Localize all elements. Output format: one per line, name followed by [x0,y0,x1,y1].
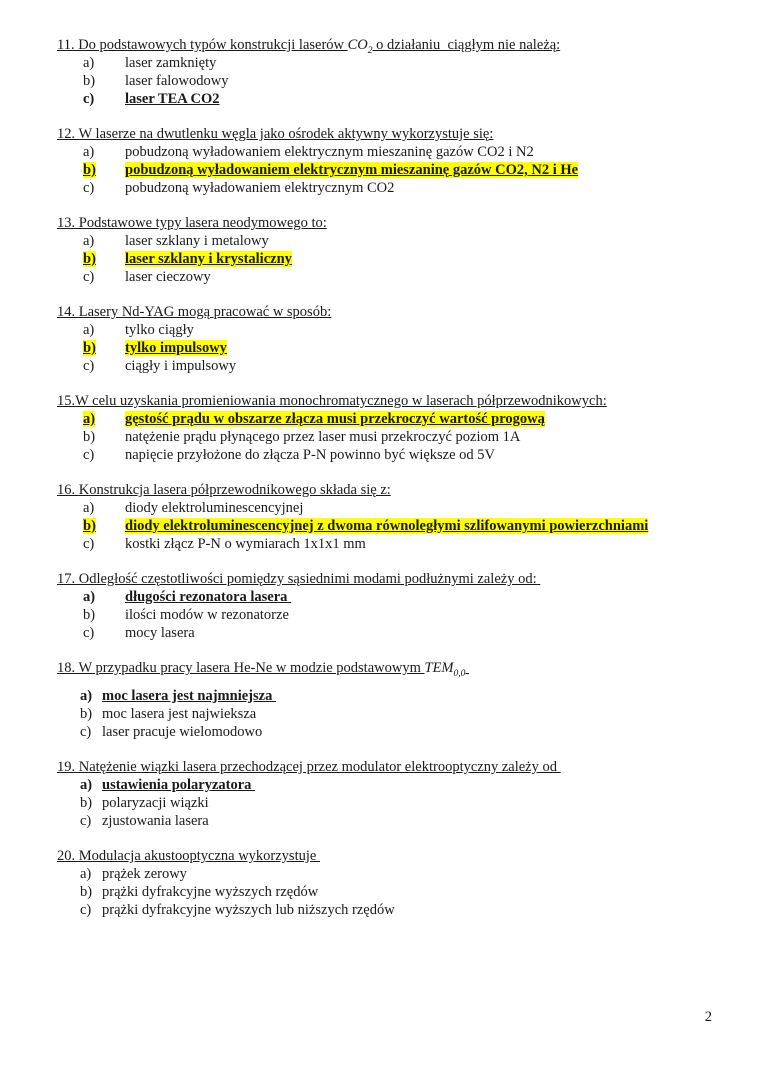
question-options [57,588,724,642]
answer-option [57,410,724,428]
answer-option [57,687,724,705]
option-letter-text: c) [83,625,95,641]
question-block [57,125,724,197]
question-header-text: 19. Natężenie wiązki lasera przechodzącej przez modulator elektrooptyczny zależy od [57,759,561,775]
question-options [57,865,724,919]
question-header [57,36,724,54]
option-text-wrap [102,705,724,723]
question-options [57,499,724,553]
page-number: 2 [704,1009,712,1025]
option-letter-text: a) [83,144,95,160]
option-text: diody elektroluminescencyjnej z dwoma równoległymi szlifowanymi powierzchniami [125,518,649,534]
answer-option [57,812,724,830]
option-text-wrap [125,72,724,90]
answer-option [57,446,724,464]
question-block [57,659,724,741]
answer-option [57,901,724,919]
question-header-text: 12. W laserze na dwutlenku węgla jako ośrodek aktywny wykorzystuje się: [57,126,494,142]
question-block [57,758,724,830]
option-text-wrap [125,624,724,642]
option-text: natężenie prądu płynącego przez laser musi przekroczyć poziom 1A [125,429,521,445]
option-text-wrap [102,812,724,830]
answer-option [57,54,724,72]
option-letter-text: b) [83,340,96,356]
question-options [57,410,724,464]
option-text: prążek zerowy [102,866,187,882]
option-letter-text: c) [83,536,95,552]
option-letter-text: c) [80,902,92,918]
option-letter [83,232,125,250]
option-text-wrap [102,687,724,705]
option-letter [83,339,125,357]
option-text: tylko ciągły [125,322,194,338]
answer-option [57,883,724,901]
inline-formula [347,37,373,56]
answer-option [57,535,724,553]
option-letter-text: c) [80,724,92,740]
option-text-wrap [125,588,724,606]
option-text: prążki dyfrakcyjne wyższych lub niższych rzędów [102,902,395,918]
answer-option [57,321,724,339]
option-letter-text: b) [83,607,96,623]
option-letter-text: b) [80,706,93,722]
option-text-wrap [102,776,724,794]
option-text-wrap [125,321,724,339]
question-header-text: o działaniu ciągłym nie należą: [372,37,561,53]
option-letter [83,54,125,72]
option-text-wrap [125,410,724,428]
option-letter [80,687,102,705]
option-letter [80,812,102,830]
question-header-text: 16. Konstrukcja lasera półprzewodnikowego składa się z: [57,482,391,498]
option-letter [83,624,125,642]
option-letter-text: a) [83,500,95,516]
question-header [57,570,724,588]
option-letter [80,776,102,794]
option-letter-text: c) [83,180,95,196]
option-text: laser falowodowy [125,73,229,89]
option-letter-text: b) [83,73,96,89]
option-text: pobudzoną wyładowaniem elektrycznym CO2 [125,180,395,196]
option-letter-text: a) [80,688,93,704]
formula-subscript: 0,0 [453,668,466,679]
option-text-wrap [125,428,724,446]
option-letter-text: a) [83,322,95,338]
option-letter-text: c) [80,813,92,829]
option-letter [83,606,125,624]
option-letter [83,143,125,161]
question-header-text [465,660,469,676]
answer-option [57,517,724,535]
question-header [57,392,724,410]
question-header [57,125,724,143]
option-text: laser szklany i metalowy [125,233,269,249]
option-letter [83,535,125,553]
answer-option [57,161,724,179]
option-text-wrap [102,901,724,919]
option-letter [80,901,102,919]
answer-option [57,499,724,517]
option-letter-text: a) [83,589,96,605]
option-text: ciągły i impulsowy [125,358,237,374]
option-letter-text: b) [83,251,96,267]
question-options [57,687,724,741]
option-text-wrap [125,90,724,108]
option-text-wrap [125,179,724,197]
option-text: zjustowania lasera [102,813,209,829]
option-text: moc lasera jest najmniejsza [102,688,276,704]
option-text: gęstość prądu w obszarze złącza musi przekroczyć wartość progową [125,411,545,427]
option-text-wrap [125,268,724,286]
option-letter-text: b) [83,162,96,178]
option-text: laser szklany i krystaliczny [125,251,292,267]
answer-option [57,723,724,741]
option-letter [80,883,102,901]
option-text: polaryzacji wiązki [102,795,209,811]
option-text: ustawienia polaryzatora [102,777,256,793]
option-letter-text: b) [80,795,93,811]
option-letter [83,499,125,517]
formula-subscript: 2 [367,45,373,56]
option-text: pobudzoną wyładowaniem elektrycznym mieszaninę gazów CO2, N2 i He [125,162,579,178]
answer-option [57,90,724,108]
answer-option [57,624,724,642]
answer-option [57,143,724,161]
answer-option [57,232,724,250]
question-header [57,758,724,776]
answer-option [57,428,724,446]
option-text: laser TEA CO2 [125,91,220,107]
answer-option [57,72,724,90]
option-text: napięcie przyłożone do złącza P-N powinno być większe od 5V [125,447,496,463]
option-letter [83,588,125,606]
option-letter-text: c) [83,358,95,374]
question-options [57,143,724,197]
question-header-text: 13. Podstawowe typy lasera neodymowego to: [57,215,327,231]
option-text: ilości modów w rezonatorze [125,607,289,623]
question-options [57,54,724,108]
option-text-wrap [125,499,724,517]
option-text: kostki złącz P-N o wymiarach 1x1x1 mm [125,536,366,552]
option-letter-text: a) [83,233,95,249]
option-letter-text: b) [80,884,93,900]
option-letter [83,72,125,90]
option-letter-text: a) [83,411,96,427]
option-text-wrap [125,232,724,250]
answer-option [57,250,724,268]
option-text: długości rezonatora lasera [125,589,292,605]
question-block [57,214,724,286]
question-block [57,36,724,108]
question-options [57,321,724,375]
option-letter [83,90,125,108]
quiz-question-list [57,36,724,936]
option-text-wrap [102,723,724,741]
option-text-wrap [125,535,724,553]
option-letter-text: c) [83,91,95,107]
answer-option [57,794,724,812]
option-letter [83,410,125,428]
option-letter [80,723,102,741]
option-letter-text: c) [83,447,95,463]
option-letter-text: c) [83,269,95,285]
option-text-wrap [102,883,724,901]
option-letter [83,321,125,339]
question-header-text: 20. Modulacja akustooptyczna wykorzystuje [57,848,320,864]
question-header-text: 11. Do podstawowych typów konstrukcji laserów [57,37,348,53]
option-text-wrap [125,606,724,624]
option-text-wrap [102,865,724,883]
option-letter [83,428,125,446]
question-options [57,232,724,286]
question-block [57,847,724,919]
option-text-wrap [125,339,724,357]
question-header-text: 15.W celu uzyskania promieniowania monochromatycznego w laserach półprzewodnikowych: [57,393,607,409]
option-letter-text: b) [83,518,96,534]
answer-option [57,705,724,723]
option-letter [83,179,125,197]
option-letter [83,357,125,375]
answer-option [57,776,724,794]
answer-option [57,179,724,197]
answer-option [57,357,724,375]
option-letter-text: b) [83,429,96,445]
answer-option [57,606,724,624]
option-letter [83,446,125,464]
option-text-wrap [125,143,724,161]
option-text-wrap [125,517,724,535]
option-letter [83,250,125,268]
option-letter [80,705,102,723]
option-text: prążki dyfrakcyjne wyższych rzędów [102,884,319,900]
option-letter [80,794,102,812]
question-header-text: 14. Lasery Nd-YAG mogą pracować w sposób: [57,304,332,320]
inline-formula [424,660,466,679]
option-letter [83,268,125,286]
option-text-wrap [102,794,724,812]
option-letter [83,517,125,535]
option-text: pobudzoną wyładowaniem elektrycznym mieszaninę gazów CO2 i N2 [125,144,534,160]
option-text: laser zamknięty [125,55,217,71]
answer-option [57,339,724,357]
question-header-text: 17. Odległość częstotliwości pomiędzy sąsiednimi modami podłużnymi zależy od: [57,571,541,587]
option-text: mocy lasera [125,625,195,641]
question-header [57,481,724,499]
question-block [57,392,724,464]
question-header [57,303,724,321]
question-block [57,570,724,642]
answer-option [57,865,724,883]
option-text-wrap [125,357,724,375]
question-options [57,776,724,830]
option-letter [83,161,125,179]
question-block [57,481,724,553]
option-text-wrap [125,161,724,179]
option-letter [80,865,102,883]
option-text-wrap [125,446,724,464]
option-text: tylko impulsowy [125,340,227,356]
option-letter-text: a) [83,55,95,71]
formula-base: CO [347,37,368,53]
option-letter-text: a) [80,777,93,793]
option-text: moc lasera jest najwieksza [102,706,257,722]
question-header-text: 18. W przypadku pracy lasera He-Ne w modzie podstawowym [57,660,425,676]
option-text-wrap [125,250,724,268]
option-text-wrap [125,54,724,72]
question-header [57,847,724,865]
answer-option [57,588,724,606]
option-text: laser cieczowy [125,269,211,285]
answer-option [57,268,724,286]
option-text: diody elektroluminescencyjnej [125,500,304,516]
option-text: laser pracuje wielomodowo [102,724,263,740]
question-header [57,214,724,232]
question-block [57,303,724,375]
formula-base: TEM [424,660,454,676]
question-header [57,659,724,677]
option-letter-text: a) [80,866,92,882]
